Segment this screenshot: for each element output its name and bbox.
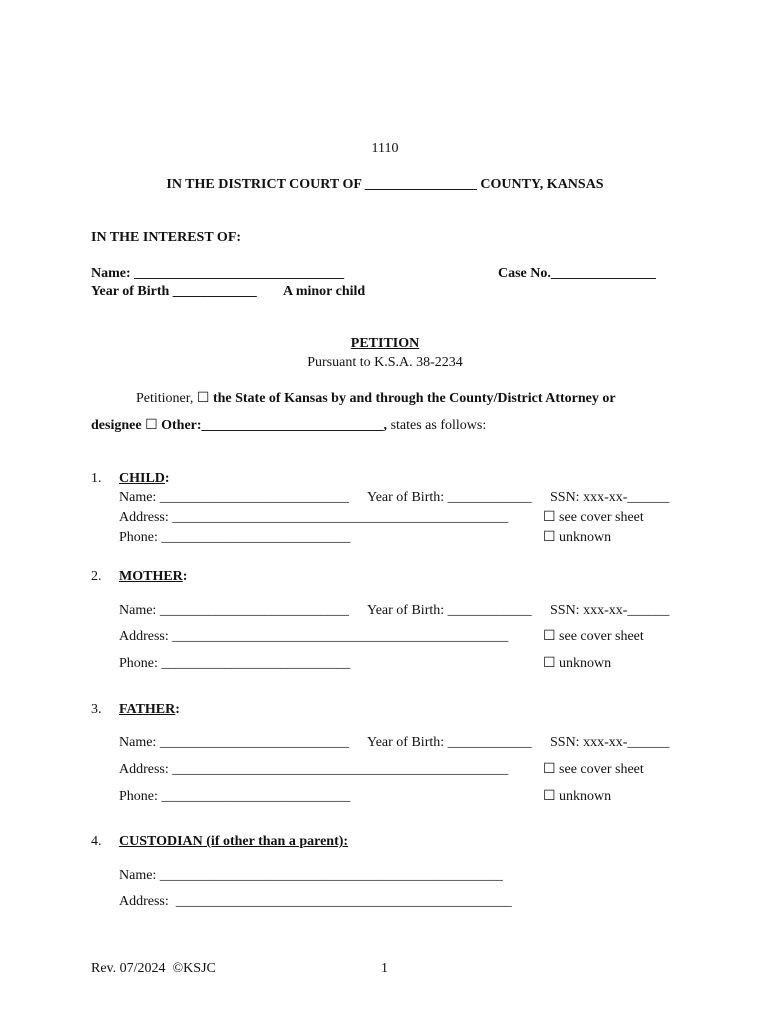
mother-see-cover-checkbox[interactable]: ☐ see cover sheet [543, 629, 644, 644]
mother-ssn-field[interactable]: SSN: xxx-xx-______ [550, 603, 670, 618]
father-ssn-field[interactable]: SSN: xxx-xx-______ [550, 735, 670, 750]
footer-revision: Rev. 07/2024 ©KSJC [91, 961, 216, 976]
footer-page-number: 1 [381, 961, 388, 976]
section-1-number: 1. [91, 471, 102, 486]
mother-address-field[interactable]: Address: ________________________________________________ [119, 629, 509, 644]
father-address-field[interactable]: Address: ________________________________________________ [119, 762, 509, 777]
states-as-follows: states as follows: [387, 418, 487, 433]
mother-name-field[interactable]: Name: ___________________________ [119, 603, 349, 618]
father-heading: FATHER [119, 702, 176, 717]
child-heading: CHILD [119, 471, 165, 486]
father-see-cover-checkbox[interactable]: ☐ see cover sheet [543, 762, 644, 777]
mother-heading-colon: : [182, 569, 188, 584]
caption-year-of-birth: Year of Birth ____________ [91, 284, 257, 299]
designee-label: designee [91, 418, 142, 433]
father-heading-colon: : [175, 702, 180, 717]
caption-name: Name: ______________________________ [91, 266, 345, 281]
custodian-name-field[interactable]: Name: _________________________________________________ [119, 868, 503, 883]
state-checkbox[interactable]: ☐ [196, 391, 210, 406]
section-4-number: 4. [91, 834, 102, 849]
intro-line-1 [136, 392, 616, 406]
other-option-label: Other:__________________________, [157, 418, 388, 433]
child-name-field[interactable]: Name: ___________________________ [119, 490, 349, 505]
petitioner-label: Petitioner, [136, 391, 197, 406]
section-1-heading [119, 472, 170, 486]
other-checkbox[interactable]: ☐ [145, 418, 158, 433]
caption-minor-child: A minor child [283, 284, 366, 299]
page-title: PETITION [350, 336, 420, 351]
child-see-cover-checkbox[interactable]: ☐ see cover sheet [543, 510, 644, 525]
interest-of-heading: IN THE INTEREST OF: [91, 230, 242, 245]
father-unknown-checkbox[interactable]: ☐ unknown [543, 789, 612, 804]
form-number: 1110 [371, 141, 399, 156]
intro-line-2 [91, 419, 486, 433]
child-yob-field[interactable]: Year of Birth: ____________ [367, 490, 532, 505]
mother-yob-field[interactable]: Year of Birth: ____________ [367, 603, 532, 618]
section-3-heading [119, 703, 180, 717]
section-3-number: 3. [91, 702, 102, 717]
state-option-label: the State of Kansas by and through the County/District Attorney or [209, 391, 616, 406]
custodian-heading: CUSTODIAN (if other than a parent): [119, 834, 349, 849]
child-heading-colon: : [164, 471, 170, 486]
child-ssn-field[interactable]: SSN: xxx-xx-______ [550, 490, 670, 505]
caption-case-no: Case No._______________ [498, 266, 656, 281]
custodian-address-field[interactable]: Address: ________________________________________________ [119, 894, 512, 909]
father-phone-field[interactable]: Phone: ___________________________ [119, 789, 351, 804]
child-unknown-checkbox[interactable]: ☐ unknown [543, 530, 612, 545]
mother-phone-field[interactable]: Phone: ___________________________ [119, 656, 351, 671]
court-line: IN THE DISTRICT COURT OF ________________ COUNTY, KANSAS [166, 177, 604, 192]
section-2-heading [119, 570, 187, 584]
child-phone-field[interactable]: Phone: ___________________________ [119, 530, 351, 545]
father-name-field[interactable]: Name: ___________________________ [119, 735, 349, 750]
child-address-field[interactable]: Address: ________________________________________________ [119, 510, 509, 525]
mother-unknown-checkbox[interactable]: ☐ unknown [543, 656, 612, 671]
father-yob-field[interactable]: Year of Birth: ____________ [367, 735, 532, 750]
page-subtitle: Pursuant to K.S.A. 38-2234 [307, 355, 463, 370]
section-2-number: 2. [91, 569, 102, 584]
mother-heading: MOTHER [119, 569, 183, 584]
